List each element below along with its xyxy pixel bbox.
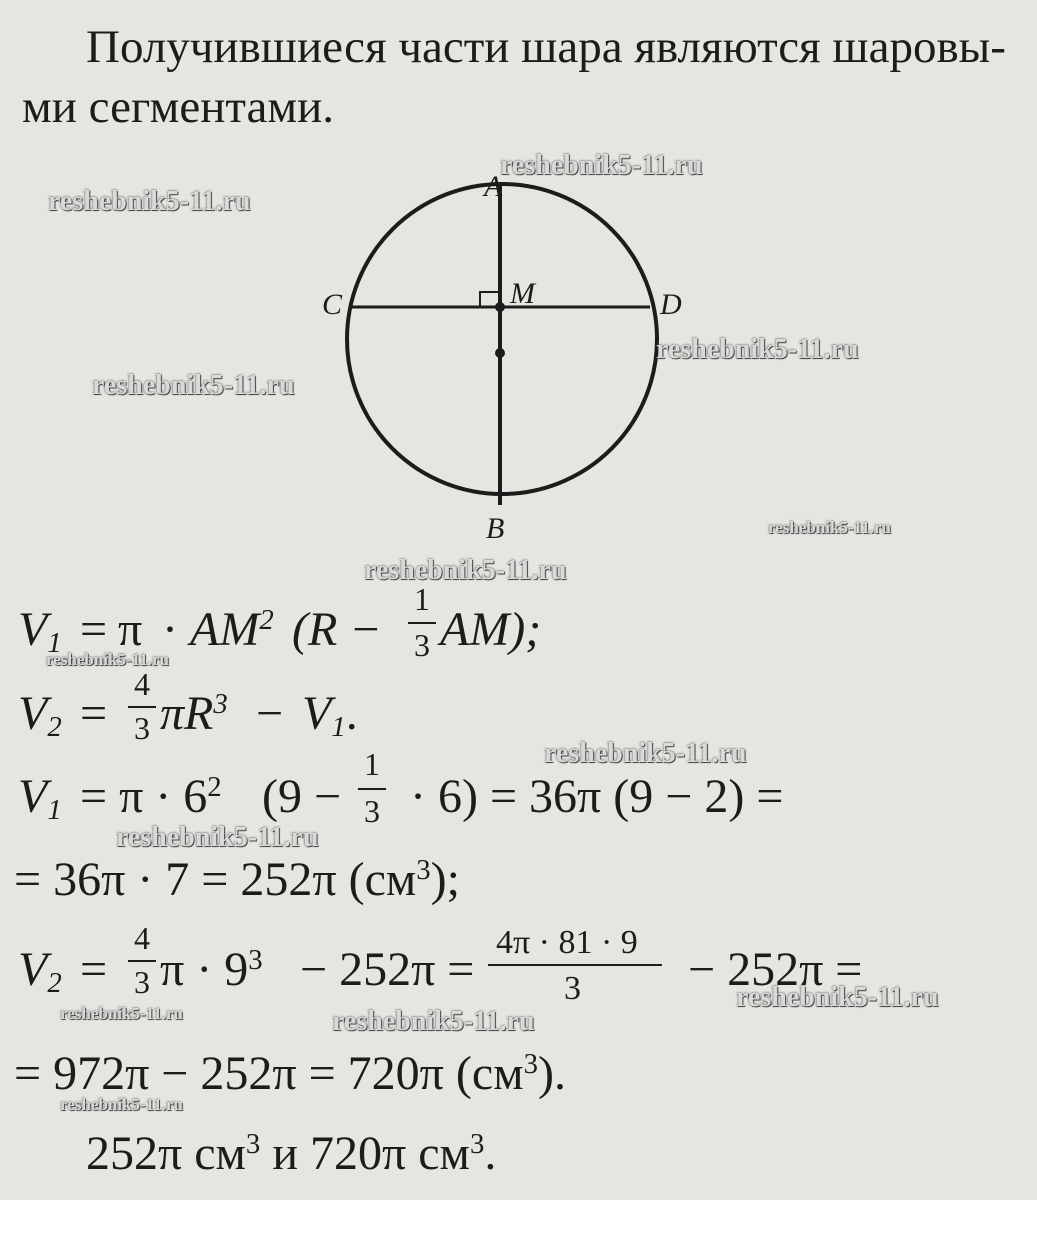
watermark: reshebnik5-11.ru	[60, 1095, 183, 1114]
v2-symbol: $V_2$	[18, 687, 62, 744]
watermark: reshebnik5-11.ru	[116, 822, 319, 853]
v2-result: = 972π − 252π = 720π $(см^3)$.	[14, 1047, 566, 1100]
frac-denominator: 3	[414, 627, 430, 663]
point-m	[495, 302, 505, 312]
intro-line-1: Получившиеся части шара являются шаровы-	[86, 21, 1006, 73]
v2-v1-ref: $V_1$.	[302, 687, 358, 744]
center-point	[495, 348, 505, 358]
v1c-open: (9 −	[262, 770, 342, 823]
frac-denominator: 3	[364, 793, 380, 829]
watermark: reshebnik5-11.ru	[656, 334, 859, 365]
v2c-symbol: $V_2$	[18, 943, 62, 1000]
label-a: A	[484, 170, 503, 203]
v1c-symbol: $V_1$	[18, 770, 62, 827]
v1-open: (R −	[292, 603, 382, 656]
frac-numerator: 1	[364, 746, 380, 782]
v2c-mid: $\pi \cdot 9^3$	[160, 943, 263, 996]
v2c-tail: − 252π =	[688, 943, 863, 996]
label-b: B	[486, 512, 505, 545]
v2-pir: $\pi R^3$	[160, 687, 228, 740]
watermark: reshebnik5-11.ru	[48, 186, 251, 217]
v1-close: AM);	[440, 603, 542, 656]
v1-pi: π	[118, 603, 143, 656]
frac-numerator: 4π · 81 · 9	[496, 924, 638, 961]
label-c: C	[322, 288, 343, 321]
watermark: reshebnik5-11.ru	[768, 518, 891, 537]
answer-line: 252π $см^3$ и 720π $см^3$.	[86, 1127, 497, 1180]
frac-denominator: 3	[134, 710, 150, 746]
v2-eq: =	[80, 687, 108, 740]
label-d: D	[660, 288, 682, 321]
v1-dot: ·	[162, 603, 178, 656]
v2-minus: −	[256, 687, 284, 740]
v1-eq: =	[80, 603, 108, 656]
watermark: reshebnik5-11.ru	[46, 650, 169, 669]
v1c-lead: = $\pi \cdot 6^2$	[80, 770, 222, 823]
watermark: reshebnik5-11.ru	[736, 982, 939, 1013]
frac-numerator: 4	[134, 920, 150, 956]
label-m: M	[510, 277, 535, 310]
watermark: reshebnik5-11.ru	[92, 370, 295, 401]
watermark: reshebnik5-11.ru	[364, 555, 567, 586]
watermark: reshebnik5-11.ru	[500, 150, 703, 181]
frac-denominator: 3	[134, 964, 150, 1000]
v1c-tail: · 6) = 36π (9 − 2) =	[410, 770, 784, 823]
v1-am: $AM^2$	[190, 603, 274, 656]
v1-result: = 36π · 7 = 252π $(см^3)$;	[14, 853, 460, 906]
watermark: reshebnik5-11.ru	[544, 738, 747, 769]
frac-numerator: 1	[414, 581, 430, 617]
frac-denominator: 3	[564, 970, 581, 1007]
v2c-mid2: − 252π =	[300, 943, 475, 996]
intro-line-2: ми сегментами.	[22, 81, 334, 133]
v2c-eq: =	[80, 943, 108, 996]
frac-numerator: 4	[134, 666, 150, 702]
v1-symbol: $V_1$	[18, 603, 62, 660]
watermark: reshebnik5-11.ru	[332, 1006, 535, 1037]
watermark: reshebnik5-11.ru	[60, 1004, 183, 1023]
